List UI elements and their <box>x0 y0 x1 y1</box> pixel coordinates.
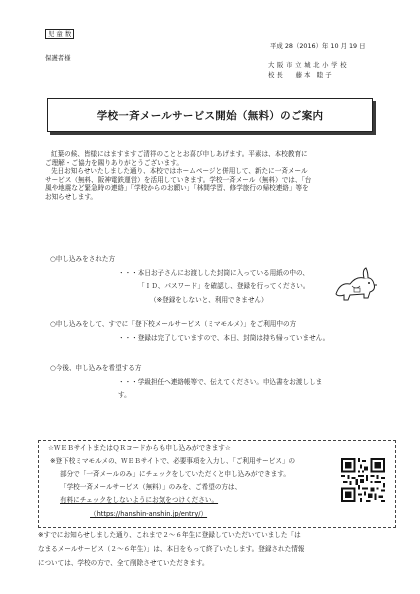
intro-line: 先日お知らせいたしました通り、本校ではホームページと併用して、新たに一斉メール <box>51 167 308 176</box>
footer-note-line: については、学校の方で、全て削除させていただきます。 <box>38 559 209 567</box>
intro-paragraph <box>45 150 375 201</box>
school-name: 大 阪 市 立 城 北 小 学 校 <box>268 61 347 69</box>
section-registered-line: （※登録をしないと、利用できません） <box>150 296 268 304</box>
intro-line: お知らせします。 <box>45 192 98 201</box>
page-title: 学校一斉メールサービス開始（無料）のご案内 <box>47 98 373 132</box>
recipient: 保護者様 <box>45 54 71 62</box>
web-signup-warning: 有料にチェックをしないようにお気をつけください。 <box>60 496 219 504</box>
section-registered-line: ・・・本日お子さんにお渡しした封筒に入っている用紙の中の、 <box>118 269 309 277</box>
section-existing-line: ・・・登録は完了していますので、本日、封筒は持ち帰っていません。 <box>118 334 330 342</box>
mascot-dog-icon <box>330 264 380 304</box>
principal-name: 校 長 藤 本 睦 子 <box>268 71 332 79</box>
intro-line: 風や地震など緊急時の連絡」「学校からのお願い」「林間学習、修学旅行の帰校連絡」等を <box>45 184 309 193</box>
section-existing-heading: ○申し込みをして、すでに「登下校メールサービス（ミマモルメ）」をご利用中の方 <box>50 320 297 328</box>
section-new-line: す。 <box>118 391 131 399</box>
qr-code[interactable] <box>341 458 385 502</box>
intro-line: サービス（無料、阪神電鉄運営）を活用していきます。学校一斉メール（無料）では、「台 <box>45 175 312 184</box>
section-new-line: ・・・学級担任へ連絡帳等で、伝えてください。申込書をお渡ししま <box>118 378 323 386</box>
footer-note-line: なまるメールサービス（２～６年生）」は、本日をもって終了いたします。登録された情報 <box>38 545 305 553</box>
section-registered-heading: ○申し込みをされた方 <box>50 255 116 263</box>
intro-line: ご理解・ご協力を賜りありがとうございます。 <box>45 158 183 167</box>
header-tag: 児 童 数 <box>45 29 74 39</box>
web-signup-line: 部分で「一斉メールのみ」にチェックをしていただくと申し込みができます。 <box>60 470 290 478</box>
web-signup-url[interactable]: （https://hanshin-anshin.jp/entry/） <box>90 510 208 518</box>
web-signup-line: ※登下校ミマモルメの、ＷＥＢサイトで、必要事項を入力し、「ご利用サービス」の <box>50 457 296 465</box>
footer-note-line: ※すでにお知らせしました通り、これまで２～６年生に登録していただいていました「は <box>38 531 301 539</box>
web-signup-heading: ☆ＷＥＢサイトまたはＱＲコードからも申し込みができます☆ <box>48 444 231 452</box>
section-new-heading: ○今後、申し込みを希望する方 <box>50 364 142 372</box>
intro-line: 紅葉の候、皆様にはますますご清祥のこととお喜び申しあげます。平素は、本校教育に <box>51 150 308 158</box>
issue-date: 平成 28（2016）年 10 月 19 日 <box>270 42 366 50</box>
web-signup-line: 「学校一斉メールサービス（無料）」のみを、ご希望の方は、 <box>60 483 242 491</box>
section-registered-line: 「ＩＤ、パスワード」を確認し、登録を行ってください。 <box>138 282 310 290</box>
